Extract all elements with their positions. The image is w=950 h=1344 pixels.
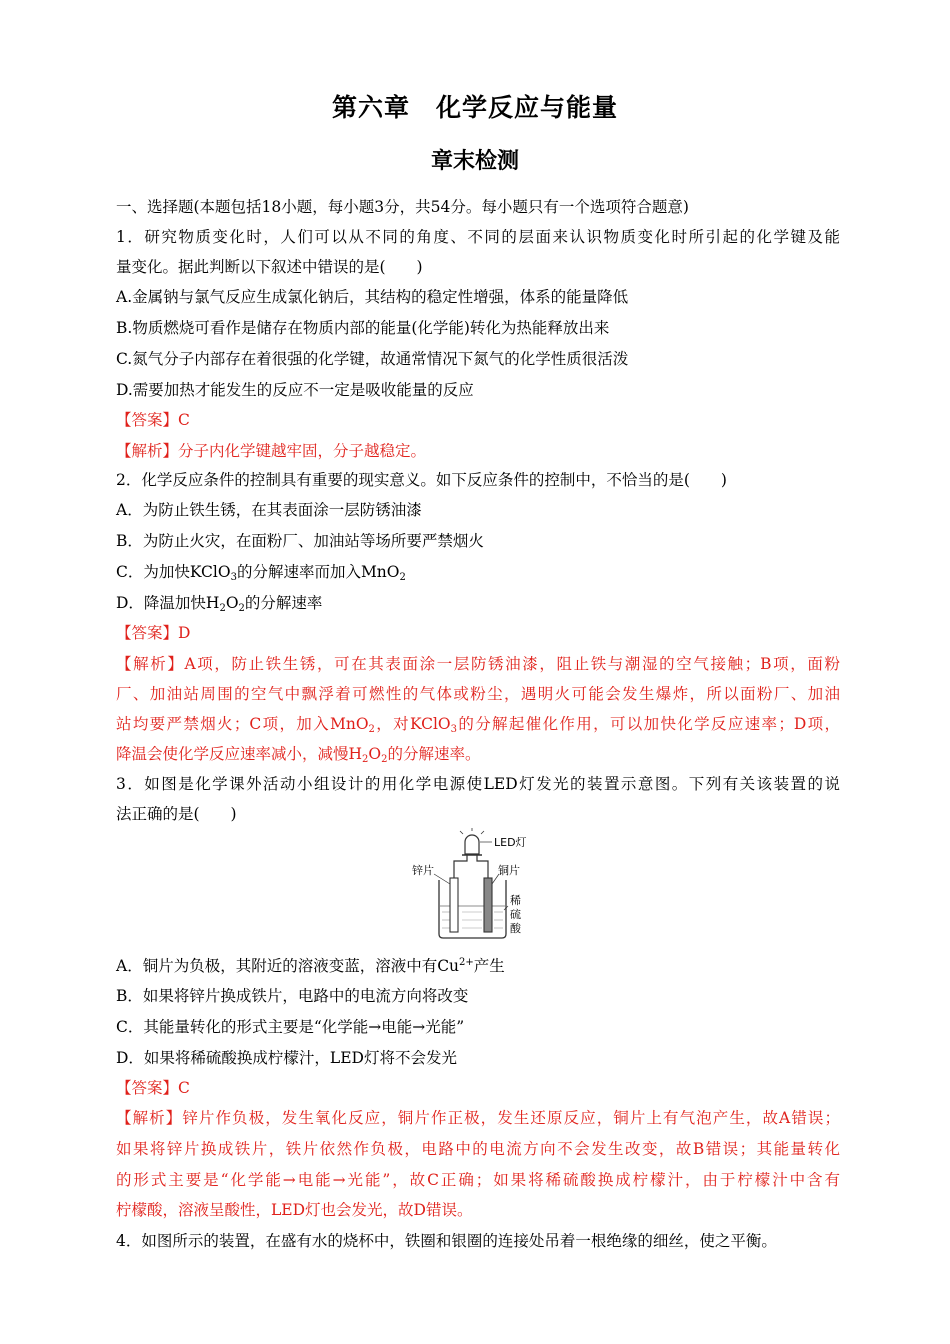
q2-option-d: D．降温加快$H_2O_2$的分解速率 (116, 594, 323, 614)
analysis-tag: 【解析】 (116, 442, 179, 460)
q2-option-a: A．为防止铁生锈，在其表面涂一层防锈油漆 (116, 501, 422, 519)
q1-stem-line1: 1．研究物质变化时，人们可以从不同的角度、不同的层面来认识物质变化时所引起的化学键及能 (116, 228, 840, 246)
beaker (439, 880, 506, 938)
section-title: 章末检测 (430, 149, 519, 174)
q1-answer-value: C (178, 411, 190, 429)
q4-stem: 4．如图所示的装置，在盛有水的烧杯中，铁圈和银圈的连接处吊着一根绝缘的细丝，使之平衡。 (116, 1232, 777, 1250)
answer-tag: 【答案】 (116, 411, 179, 429)
q3-option-b: B．如果将锌片换成铁片，电路中的电流方向将改变 (116, 987, 469, 1005)
label-acid-2: 硫 (510, 908, 521, 921)
q3-answer: 【答案】C (116, 1079, 190, 1097)
q1-option-c: C.氮气分子内部存在着很强的化学键，故通常情况下氮气的化学性质很活泼 (116, 350, 629, 368)
label-acid-1: 稀 (510, 894, 521, 907)
q2-answer: 【答案】D (116, 624, 191, 642)
q3-stem-line2: 法正确的是( ) (116, 805, 237, 823)
q2-analysis-line3: 站均要严禁烟火；C项，加入MnO$_2$，对KClO$_3$的分解起催化作用，可以加快化学反应速率；D项， (116, 715, 840, 735)
q3-stem-line1: 3．如图是化学课外活动小组设计的用化学电源使LED灯发光的装置示意图。下列有关该装置的说 (116, 775, 840, 793)
zinc-electrode (450, 878, 458, 932)
q2-option-b: B．为防止火灾，在面粉厂、加油站等场所要严禁烟火 (116, 532, 484, 550)
led-cell-figure (412, 828, 542, 946)
q1-answer (116, 410, 840, 430)
label-copper: 铜片 (498, 864, 520, 877)
q2-stem: 2．化学反应条件的控制具有重要的现实意义。如下反应条件的控制中，不恰当的是( ) (116, 471, 727, 489)
q1-option-a: A.金属钠与氯气反应生成氯化钠后，其结构的稳定性增强，体系的能量降低 (116, 288, 629, 306)
label-led: LED灯 (494, 836, 527, 849)
section-intro: 一、选择题(本题包括18小题，每小题3分，共54分。每小题只有一个选项符合题意) (116, 198, 689, 216)
label-acid-3: 酸 (510, 922, 521, 935)
q3-option-a: A．铜片为负极，其附近的溶液变蓝，溶液中有$Cu^{2+}$产生 (116, 957, 505, 975)
q1-option-d: D.需要加热才能发生的反应不一定是吸收能量的反应 (116, 381, 474, 399)
q1-analysis-text: 分子内化学键越牢固，分子越稳定。 (178, 442, 427, 460)
q1-stem-line2: 量变化。据此判断以下叙述中错误的是( ) (116, 258, 423, 276)
copper-electrode (484, 878, 492, 932)
q3-analysis-line4: 柠檬酸，溶液呈酸性，LED灯也会发光，故D错误。 (116, 1201, 473, 1219)
q3-option-c: C．其能量转化的形式主要是“化学能→电能→光能” (116, 1018, 465, 1036)
q2-analysis-line2: 厂、加油站周围的空气中飘浮着可燃性的气体或粉尘，遇明火可能会发生爆炸，所以面粉厂、加油 (116, 685, 840, 703)
led-bulb-icon (465, 835, 479, 854)
q3-answer-value: C (178, 1079, 190, 1097)
q2-analysis-line4: 降温会使化学反应速率减小，减慢$H_2O_2$的分解速率。 (116, 745, 481, 765)
q1-option-b: B.物质燃烧可看作是储存在物质内部的能量(化学能)转化为热能释放出来 (116, 319, 610, 337)
q3-analysis-line2: 如果将锌片换成铁片，铁片依然作负极，电路中的电流方向不会发生改变，故B错误；其能量转化 (116, 1140, 840, 1158)
q2-option-c: C．为加快KClO$_3$的分解速率而加入MnO$_2$ (116, 563, 406, 583)
q2-answer-value: D (178, 624, 191, 642)
q3-analysis-line1: 【解析】锌片作负极，发生氧化反应，铜片作正极，发生还原反应，铜片上有气泡产生，故A错误； (116, 1109, 840, 1127)
q3-option-d: D．如果将稀硫酸换成柠檬汁，LED灯将不会发光 (116, 1049, 457, 1067)
chapter-title: 第六章 化学反应与能量 (331, 93, 618, 122)
q3-analysis-line3: 的形式主要是“化学能→电能→光能”，故C正确；如果将稀硫酸换成柠檬汁，由于柠檬汁中含有 (116, 1171, 840, 1189)
q1-analysis (116, 441, 840, 461)
label-zinc: 锌片 (412, 864, 434, 877)
q2-analysis-line1: 【解析】A项，防止铁生锈，可在其表面涂一层防锈油漆，阻止铁与潮湿的空气接触；B项，面粉 (116, 655, 840, 673)
